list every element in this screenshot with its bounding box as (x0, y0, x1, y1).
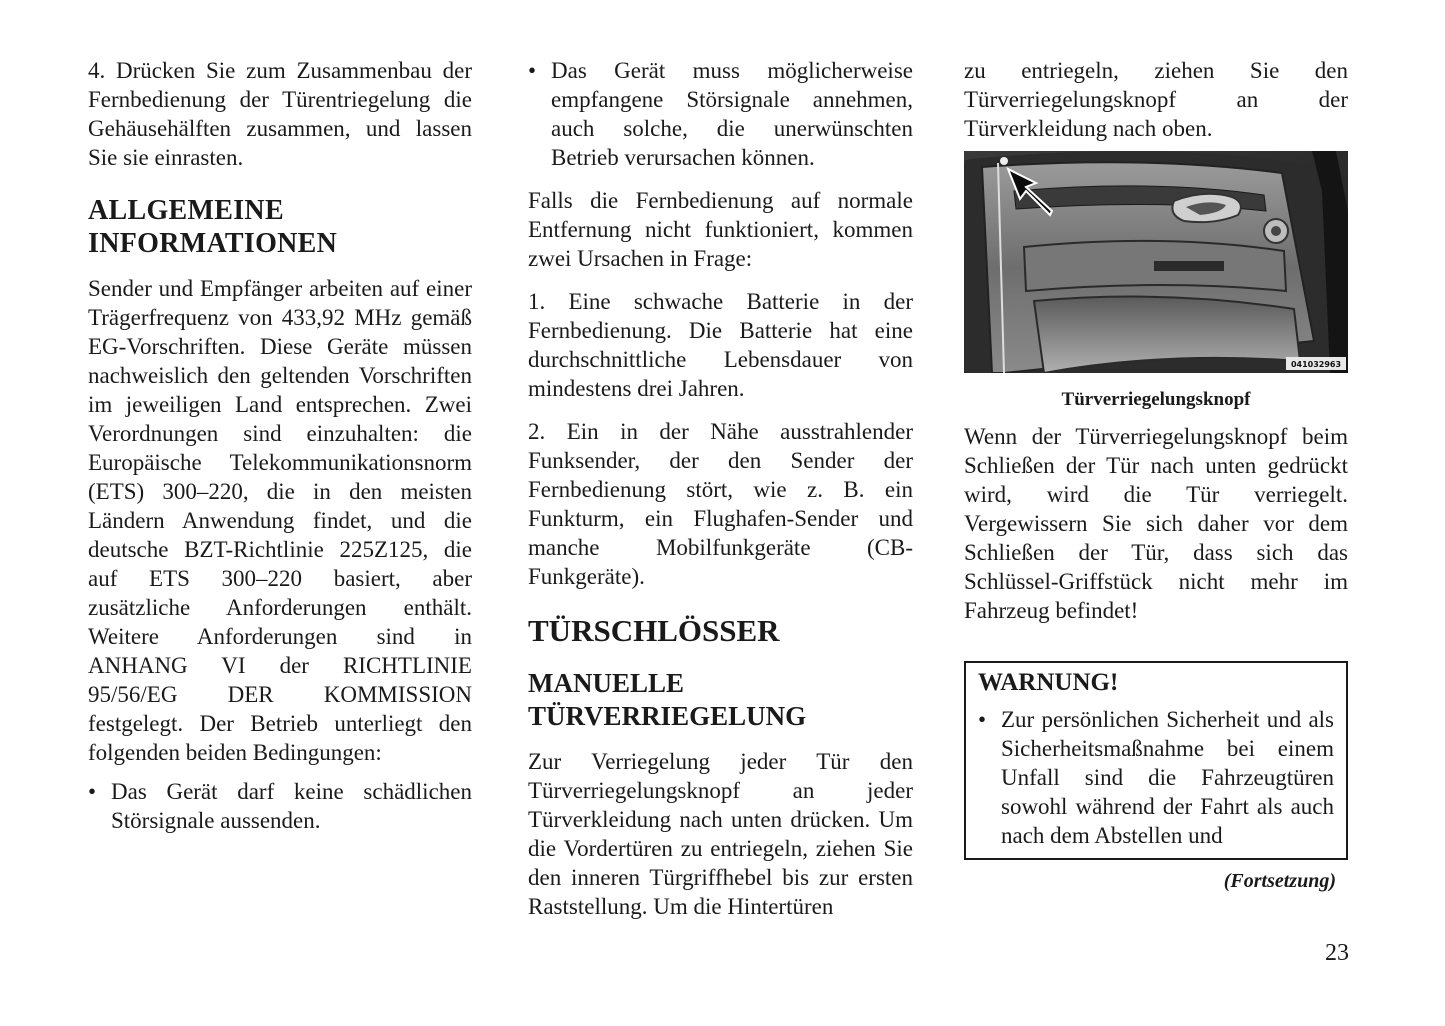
conditions-list-cont (528, 56, 913, 172)
heading-manual-line1: MANUELLE (528, 668, 685, 698)
heading-general-information (88, 194, 472, 260)
conditions-list (88, 777, 472, 835)
unlock-paragraph: zu entriegeln, ziehen Sie den Türverriegelungsknopf an der Türverkleidung nach oben. (964, 58, 1348, 141)
column-left (88, 56, 472, 835)
heading-manual-line2: TÜRVERRIEGELUNG (528, 701, 807, 731)
cause-1-paragraph: 1. Eine schwache Batterie in der Fernbedienung. Die Batterie hat eine durchschnittliche Lebensdauer von mindestens drei Jahren. (528, 289, 913, 401)
page-number: 23 (1325, 940, 1349, 966)
figure-caption: Türverriegelungsknopf (1061, 389, 1251, 410)
manual-locking-paragraph: Zur Verriegelung jeder Tür den Türverriegelungsknopf an jeder Türverkleidung nach unten drücken. Um die Vordertüren zu entriegeln, ziehen Sie den inneren Türgriffhebel bis zur ersten Raststellung. Um die Hintertüren (528, 749, 913, 919)
door-panel-figure (964, 151, 1348, 373)
heading-general-line1: ALLGEMEINE (88, 195, 284, 226)
column-right (964, 56, 1348, 893)
cause-2-paragraph: 2. Ein in der Nähe ausstrahlender Funksender, der den Sender der Fernbedienung stört, wie z. B. ein Funkturm, ein Flughafen-Sender und manche Mobilfunkgeräte (CB-Funkgeräte). (528, 419, 913, 589)
frequency-paragraph: Sender und Empfänger arbeiten auf einer Trägerfrequenz von 433,92 MHz gemäß EG-Vorschriften. Diese Geräte müssen nachweislich den geltenden Vorschriften im jeweiligen Land entsprechen. Zwei Verordnungen sind einzuhalten: die Europäische Telekommunikationsnorm (ETS) 300–220, die in den meisten Ländern Anwendung findet, und die deutsche BZT-Richtlinie 225Z125, die auf ETS 300–220 basiert, aber zusätzliche Anforderungen enthält. Weitere Anforderungen sind in ANHANG VI der RICHTLINIE 95/56/EG DER KOMMISSION festgelegt. Der Betrieb unterliegt den folgenden beiden Bedingungen: (88, 276, 472, 765)
column-middle (528, 56, 913, 921)
condition-bullet-2: • Das Gerät muss möglicherweise empfangene Störsignale annehmen, auch solche, die unerwünschten Betrieb verursachen können. (528, 56, 913, 172)
step-4-paragraph: 4. Drücken Sie zum Zusammenbau der Fernbedienung der Türentriegelung die Gehäusehälften zusammen, und lassen Sie sie einrasten. (88, 58, 472, 170)
range-paragraph: Falls die Fernbedienung auf normale Entfernung nicht funktioniert, kommen zwei Ursachen in Frage: (528, 188, 913, 271)
figure-code: 041032963 (1290, 360, 1342, 369)
heading-door-locks: TÜRSCHLÖSSER (528, 613, 780, 648)
continued-note: (Fortsetzung) (1223, 870, 1336, 892)
heading-general-line2: INFORMATIONEN (88, 228, 338, 259)
warning-bullet: • Zur persönlichen Sicherheit und als Sicherheitsmaßnahme bei einem Unfall sind die Fahrzeugtüren sowohl während der Fahrt als auch nach dem Abstellen und (978, 705, 1334, 850)
condition-bullet-1: • Das Gerät darf keine schädlichen Störsignale aussenden. (88, 777, 472, 835)
locking-paragraph: Wenn der Türverriegelungsknopf beim Schließen der Tür nach unten gedrückt wird, wird die Tür verriegelt. Vergewissern Sie sich daher vor dem Schließen der Tür, dass sich das Schlüssel-Griffstück nicht mehr im Fahrzeug befindet! (964, 424, 1348, 623)
warning-title: WARNUNG! (978, 669, 1119, 696)
warning-box (964, 661, 1348, 860)
warning-list (978, 705, 1334, 850)
heading-manual-locking (528, 667, 913, 733)
